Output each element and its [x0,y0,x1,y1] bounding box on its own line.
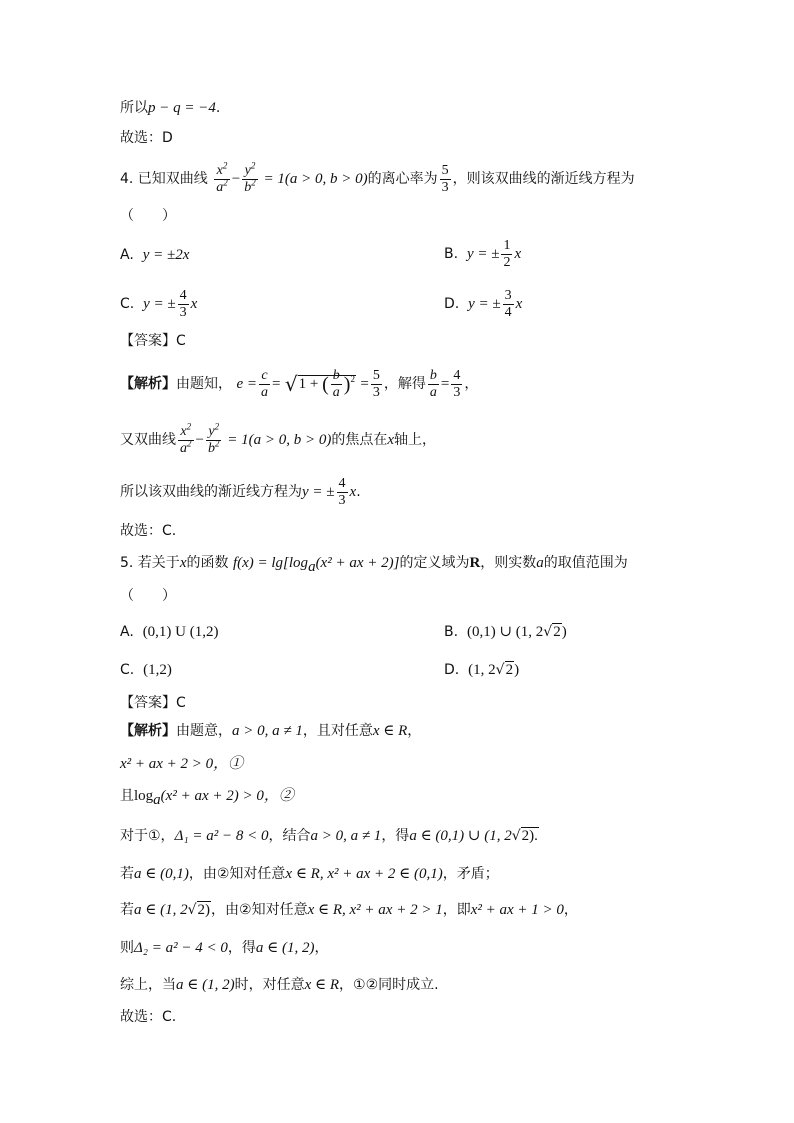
math: a [536,555,544,571]
text: ， [314,940,329,956]
math: R [469,555,481,571]
option-label: A. [120,624,134,640]
math: (1, 2 [468,662,496,678]
math: a ∈ (1, 2) [255,940,315,956]
math: x ∈ R [304,977,340,993]
math: (x² + ax + 2)] [315,555,400,571]
sqrt-sign: √ [543,624,553,640]
solution-5-line3: 且$\log_a(x^2$ + ax + 2) > 0，② [120,788,294,808]
text: ，即 [442,902,471,918]
math: y = ± [143,296,176,312]
fraction-4-3: $\frac{4}{3}$ [338,475,346,508]
paren-blank: （ ） [120,208,176,224]
text: 的取值范围为 [543,555,628,571]
solution-4-line2: 又双曲线 $\frac{x^2}{a^2}$ − $\frac{y^2}{b^2}$ = 1(a > 0, b > 0)的焦点在x轴上， [120,420,436,456]
math: 2) [197,902,211,918]
math: x [190,296,198,312]
option-label: C. [120,662,135,678]
text: . [356,484,361,500]
fraction-3-4: $\frac{3}{4}$ [504,287,512,320]
fraction-y2-b2: $\frac{y^2}{b^2}$ [244,159,256,195]
math: x [515,296,523,312]
math: = 1(a > 0, b > 0) [259,171,368,187]
text: 综上，当 [120,977,176,993]
math: y = ± [468,296,501,312]
math: 2). [521,828,538,844]
q5-option-b: B. (0,1) ∪ (1, 2√2) [444,624,567,640]
fraction-4-3: $\frac{4}{3}$ [453,367,461,400]
math: Δ₁ = a² − 8 < 0 [174,828,269,844]
solution-5-line7 [120,938,328,958]
text: ， [407,723,422,739]
text: ， [464,376,479,392]
math: y = ±2x [142,247,190,263]
math: x [349,484,357,500]
option-a [120,245,189,265]
math: f(x) = lg[log [232,555,309,571]
fraction-1-2: $\frac{1}{2}$ [503,237,511,270]
question-4: 4. 已知双曲线 $\frac{x^2}{a^2}$ − $\frac{y^2}{b^2}$ = 1(a > 0, b > 0)的离心率为 $\frac{5}{3}$ ，则该双曲线的渐近线方程为 [120,159,635,195]
math: y = ± [466,246,500,262]
math: x² + ax + 1 > 0 [470,902,564,918]
option-c [120,285,197,323]
sqrt-sign: √ [495,662,505,678]
math: x [179,555,187,571]
text: 所以 [120,100,148,116]
sqrt-sign: √ [187,902,197,918]
solution-5-line6 [120,900,578,920]
paren-blank: （ ） [120,588,176,604]
fraction-b-a: $\frac{b}{a}$ [429,367,437,400]
math: x [387,432,394,448]
math: x [514,246,522,262]
math: Δ₂ = a² − 4 < 0 [134,940,228,956]
text: 又双曲线 [120,432,176,448]
sqrt-sign: √ [511,828,521,844]
text: ，解得 [383,376,426,392]
text: ，得 [381,828,410,844]
select-5: 故选：C. [120,1009,177,1025]
text: ，得 [227,940,256,956]
text: ，结合 [268,828,311,844]
math: log [134,788,154,804]
math: a ∈ (1, 2 [134,902,188,918]
option-b [444,235,521,273]
text: ， [563,902,578,918]
math-sub: a [308,558,316,575]
math: (0,1) ∪ (1, 2 [466,624,544,640]
q5-option-a [120,622,219,642]
text: 的函数 [186,555,229,571]
math: x ∈ R [372,723,408,739]
solution-4-line3 [120,472,361,512]
sqrt-body: 1 + ( $\frac{b}{a}$ )$^2$ [298,368,355,401]
text: 若 [120,866,134,882]
math: (0,1) U (1,2) [142,624,219,640]
option-label: B. [444,246,459,262]
math: x ∈ R, x² + ax + 2 ∈ (0,1) [285,866,443,882]
line-conclusion [120,98,220,118]
text: 的定义域为 [399,555,470,571]
answer-4: 【答案】C [120,333,186,349]
fraction-5-3: $\frac{5}{3}$ [372,367,380,400]
math: a > 0, a ≠ 1 [310,828,382,844]
option-label: D. [444,296,460,312]
q5-option-d: D. (1, 2√2) [444,662,520,678]
text: ，由②知对任意 [188,866,286,882]
text: ，则实数 [480,555,537,571]
math: (x² + ax + 2) > 0，② [160,788,294,804]
fraction-c-a: $\frac{c}{a}$ [260,367,268,400]
solution-head: 【解析】 [120,376,176,392]
fraction-y2-b2: $\frac{y^2}{b^2}$ [207,420,220,456]
math: (1,2) [143,662,172,678]
line-select-d: 故选：D [120,130,173,146]
math: = 1(a > 0, b > 0) [223,432,332,448]
text: ，则该双曲线的渐近线方程为 [452,171,635,187]
text: ，且对任意 [302,723,373,739]
option-label: A. [120,247,134,263]
fraction-x2-a2: $\frac{x^2}{a^2}$ [180,420,192,456]
q5-option-c [120,660,172,680]
question-5 [120,553,628,573]
math: y = ± [302,484,335,500]
select-4: 故选：C. [120,523,177,539]
fraction-4-3: $\frac{4}{3}$ [179,287,187,320]
solution-5-line8 [120,975,439,995]
math: p − q = −4 [148,100,216,116]
text: 时，对任意 [234,977,305,993]
math: x ∈ R, x² + ax + 2 > 1 [307,902,443,918]
text: ，由②知对任意 [211,902,308,918]
solution-5-line4 [120,826,539,846]
math: a > 0, a ≠ 1 [232,723,303,739]
text: . [215,100,221,116]
solution-4-line1: 【解析】由题知， e = $\frac{c}{a}$ = √1 + ( $\frac{b}{a}$ )$^2$ = $\frac{5}{3}$ ，解得 $\frac{b}{a}$ = $\frac{4}{3}$ ， [120,367,479,401]
option-d [444,285,522,323]
text: ，①②同时成立. [339,977,439,993]
solution-5-line1 [120,721,421,741]
math: x² + ax + 2 > 0，① [120,756,244,772]
question-number: 5. 若关于 [120,555,180,571]
fraction-x2-a2: $\frac{x^2}{a^2}$ [216,159,228,195]
text: 由题意， [176,723,232,739]
text: 所以该双曲线的渐近线方程为 [120,484,302,500]
text: 对于①， [120,828,175,844]
question-number: 4. 已知双曲线 [120,171,208,187]
math: a ∈ (1, 2) [176,977,235,993]
fraction-5-3: $\frac{5}{3}$ [441,162,449,195]
text: 的离心率为 [367,171,438,187]
solution-5-line2 [120,754,243,774]
math: a ∈ (0,1) [134,866,189,882]
text: 由题知， [176,376,232,392]
text: 且 [120,788,134,804]
text: 若 [120,902,134,918]
text: 则 [120,940,134,956]
text: ，矛盾； [442,866,499,882]
solution-head: 【解析】 [120,723,176,739]
sqrt-sign: √ [284,372,298,396]
option-label: C. [120,296,135,312]
solution-5-line5 [120,864,499,884]
math: a ∈ (0,1) ∪ (1, 2 [409,828,512,844]
text: 轴上， [394,432,436,448]
text: 的焦点在 [331,432,388,448]
option-label: D. [444,662,460,678]
answer-5: 【答案】C [120,695,186,711]
option-label: B. [444,624,459,640]
